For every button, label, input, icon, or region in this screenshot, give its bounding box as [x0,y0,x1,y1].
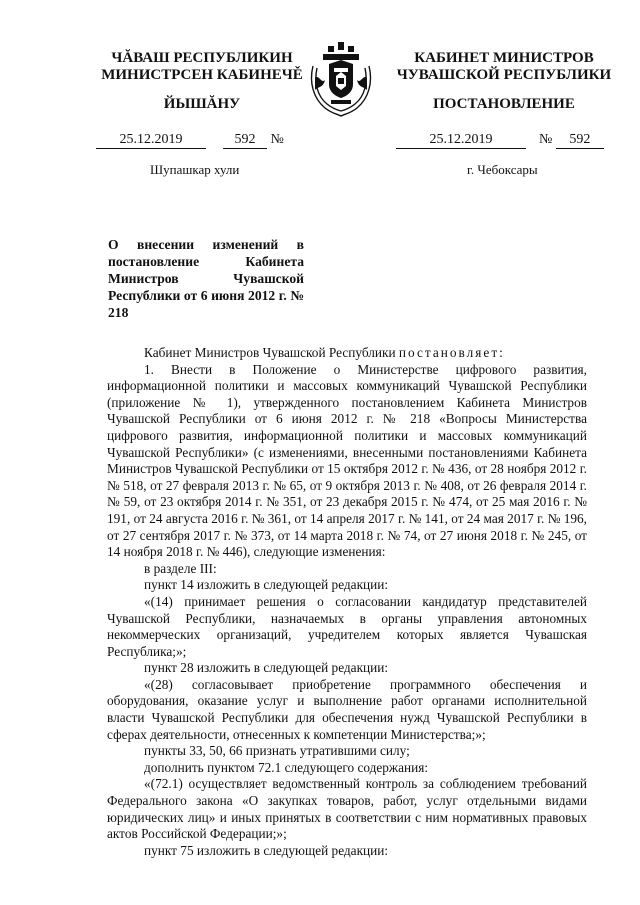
point-28-intro: пункт 28 изложить в следующей редакции: [144,660,389,676]
point-72-1-intro: дополнить пунктом 72.1 следующего содержания: [144,759,429,775]
right-org-line2: ЧУВАШСКОЙ РЕСПУБЛИКИ [396,67,612,83]
chuvash-emblem-icon [301,38,381,118]
point-14-intro: пункт 14 изложить в следующей редакции: [144,577,389,593]
left-org-line1: ЧĂВАШ РЕСПУБЛИКИН [111,50,293,66]
point-75-intro: пункт 75 изложить в следующей редакции: [144,842,389,858]
right-city: г. Чебоксары [467,162,538,177]
intro-paragraph [107,345,587,362]
point-72-1-text: «(72.1) осуществляет ведомственный контроль за соблюдением требований Федерального закона «О закупках товаров, работ, услуг отдельными видами юридических лиц» и иных принятых в соответствии с ним нормативных правовых актов Российской Федерации;»; [107,776,587,842]
right-date: 25.12.2019 [396,132,526,149]
left-doc-type: ЙЫШĂНУ [163,96,241,112]
point-28-text: «(28) согласовывает приобретение программного обеспечения и оборудования, оказание услуг и выполнение работ органами исполнительной власти Чувашской Республики для обеспечения нужд Чувашской Республики в сферах деятельности, отнесенных к компетенции Министерства;»; [107,676,587,742]
left-city: Шупашкар хули [150,162,240,177]
intro-subject: Кабинет Министров Чувашской Республики [144,345,396,360]
right-number: 592 [556,132,604,149]
right-number-sign: № [539,132,553,147]
right-doc-type: ПОСТАНОВЛЕНИЕ [433,96,575,112]
left-org-line2: МИНИСТРСЕН КАБИНЕЧĚ [101,67,303,83]
left-number-sign: № [270,132,284,147]
repeal-line: пункты 33, 50, 66 признать утратившими силу; [144,743,410,759]
right-number-line [396,132,604,149]
right-org-line1: КАБИНЕТ МИНИСТРОВ [414,50,594,66]
left-date: 25.12.2019 [96,132,206,149]
left-number-line [96,132,284,149]
left-org-header [92,50,312,84]
left-number: 592 [223,132,267,149]
intro-verb: постановляет: [398,345,505,360]
document-body [107,345,587,859]
section-line: в разделе III: [144,560,217,576]
point-14-text: «(14) принимает решения о согласовании кандидатур представителей Чувашской Республики, назначаемых в органы управления автономных некоммерческих организаций, учредителем которых является Чувашская Республика;»; [107,593,587,659]
right-org-header [393,50,615,84]
item-1: 1. Внести в Положение о Министерстве цифрового развития, информационной политики и массовых коммуникаций Чувашской Республики (приложение № 1), утвержденного постановлением Кабинета Министров Чувашской Республики от 6 июня 2012 г. № 218 «Вопросы Министерства цифрового развития, информационной политики и массовых коммуникаций Чувашской Республики» (с изменениями, внесенными постановлениями Кабинета Министров Чувашской Республики от 15 октября 2012 г. № 436, от 28 ноября 2012 г. № 518, от 27 февраля 2013 г. № 65, от 9 октября 2013 г. № 408, от 26 февраля 2014 г. № 59, от 23 октября 2014 г. № 351, от 23 декабря 2015 г. № 474, от 25 мая 2016 г. № 191, от 24 августа 2016 г. № 361, от 14 апреля 2017 г. № 141, от 24 мая 2017 г. № 196, от 27 сентября 2017 г. № 373, от 14 марта 2018 г. № 74, от 27 июня 2018 г. № 245, от 14 ноября 2018 г. № 446), следующие изменения: [107,361,587,560]
document-title: О внесении изменений в постановление Кабинета Министров Чувашской Республики от 6 июня 2012 г. № 218 [108,237,304,320]
